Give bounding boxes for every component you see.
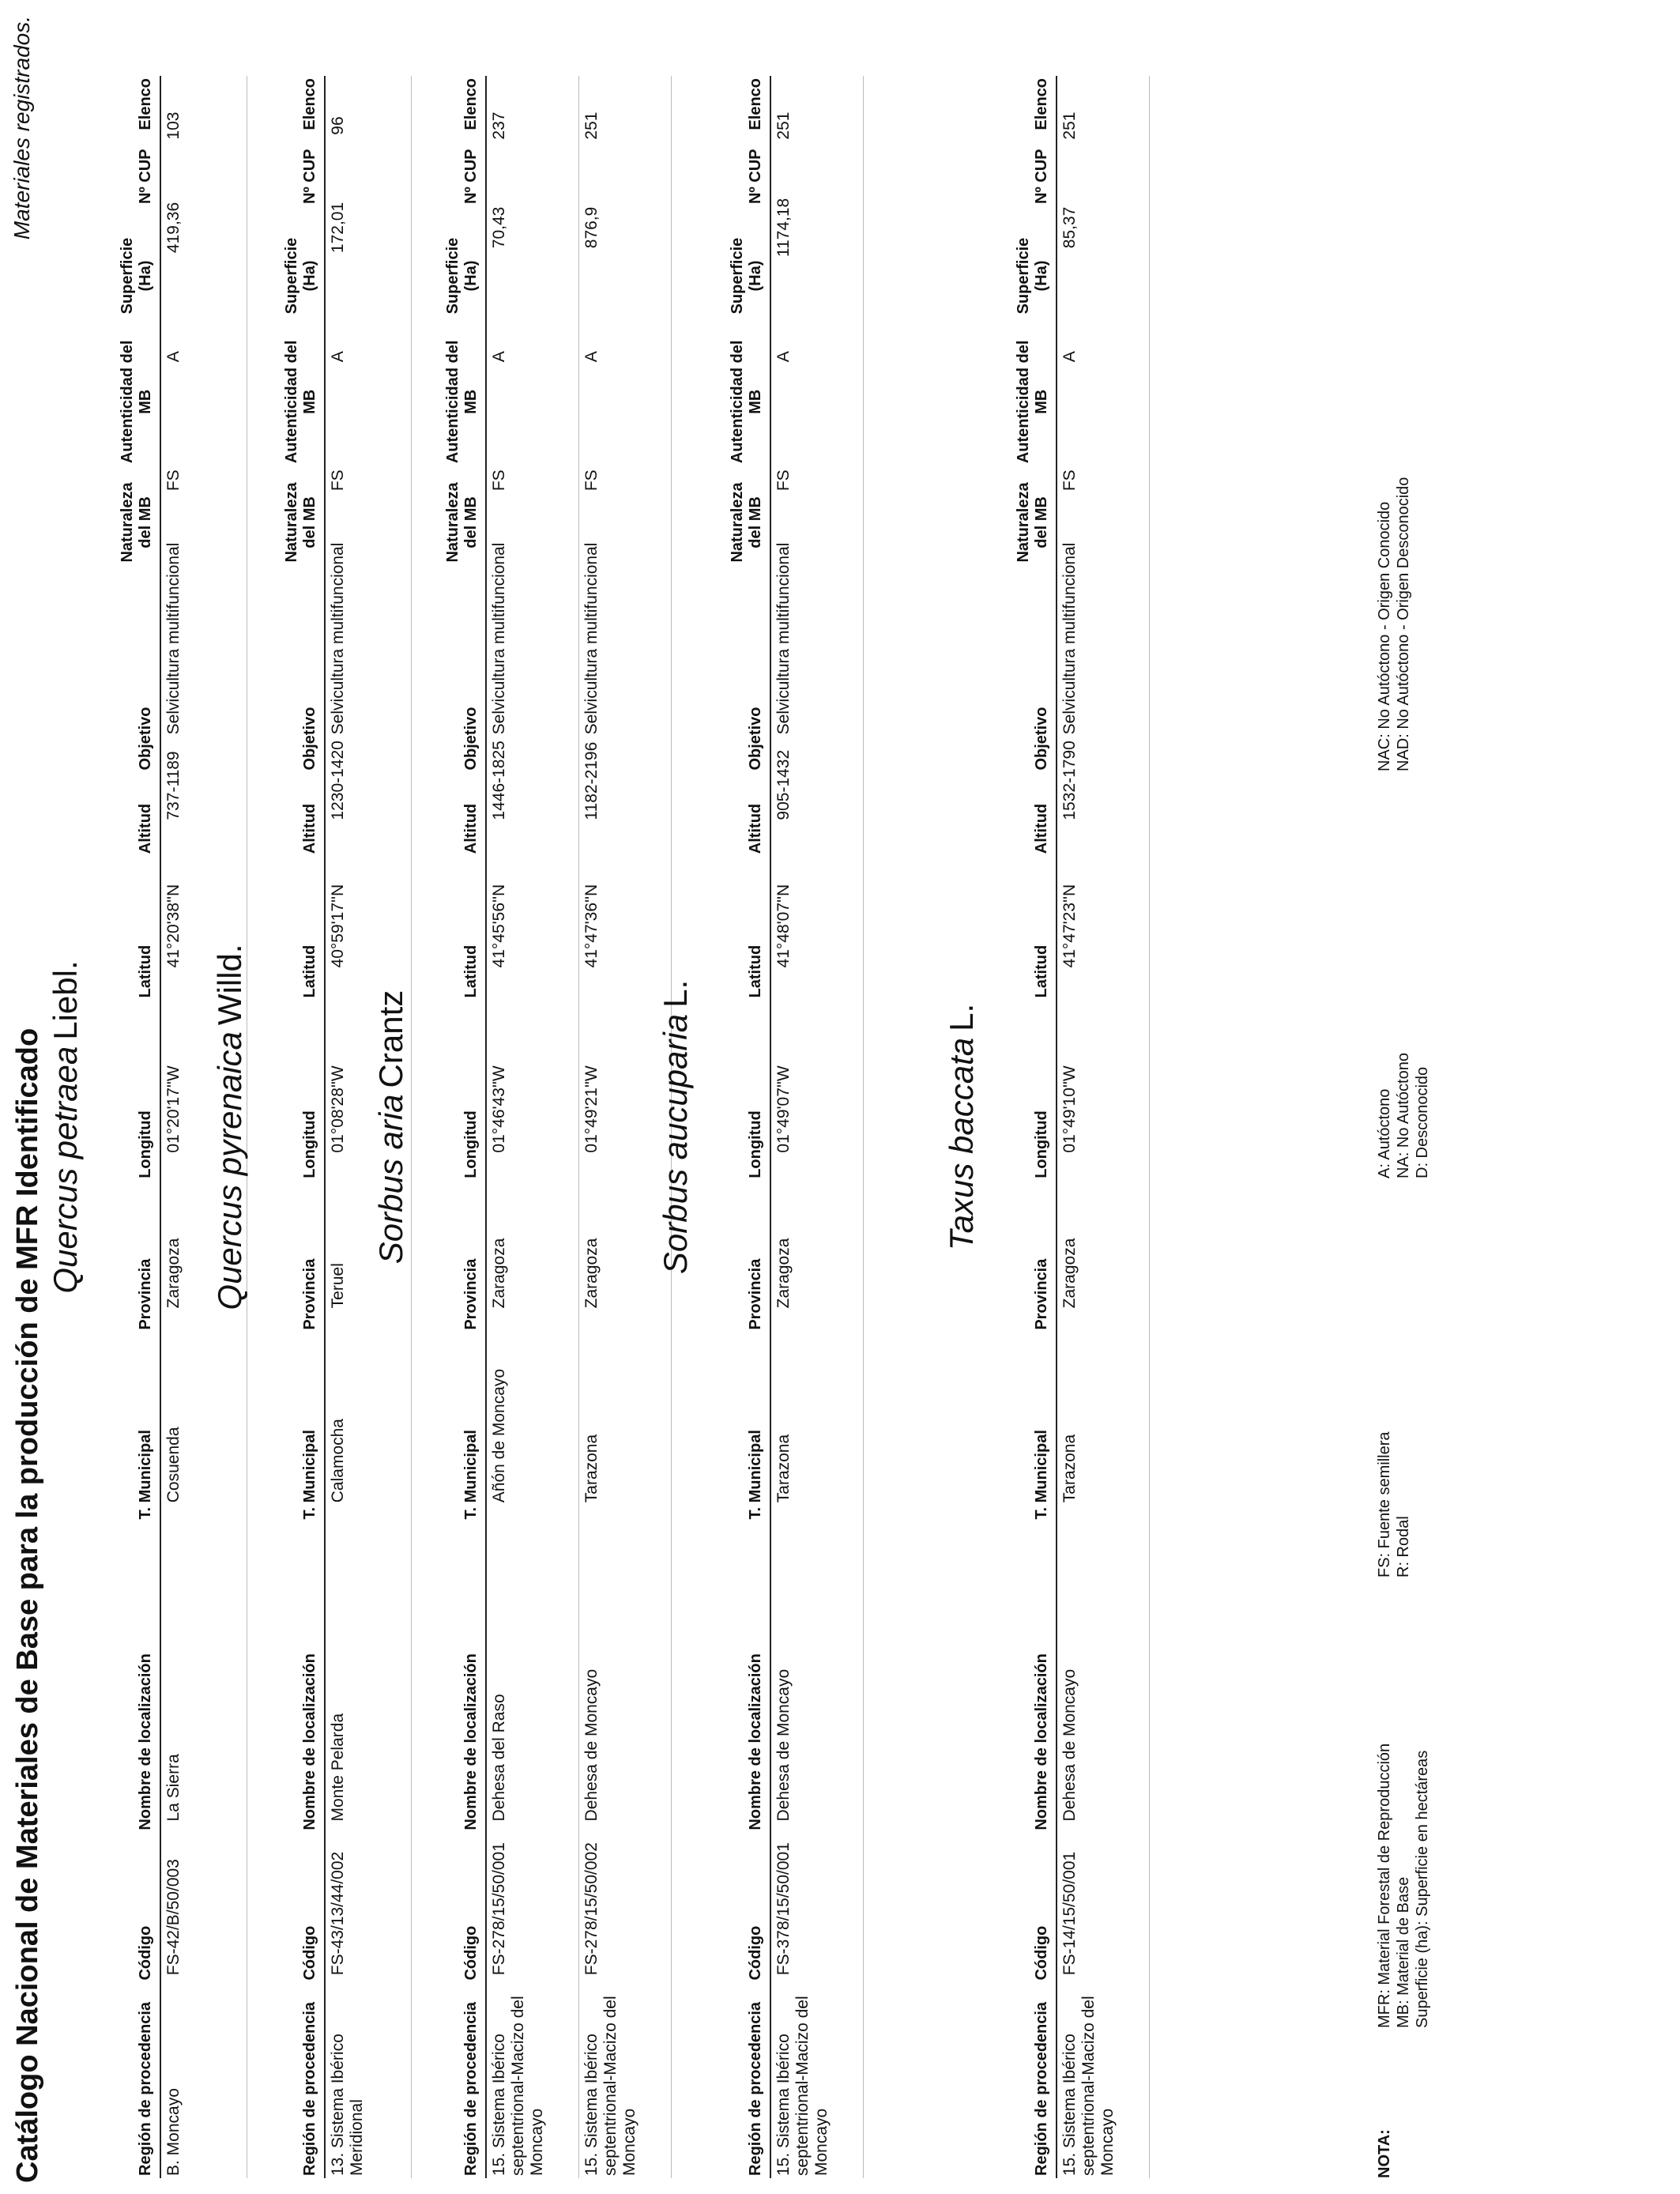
longitud-cell: 01°49'07''W bbox=[774, 1065, 793, 1153]
note-item: MB: Material de Base bbox=[1395, 1876, 1412, 2028]
header-cell: Longitud bbox=[1033, 1110, 1050, 1178]
header-cell: Latitud bbox=[1033, 944, 1050, 998]
header-cell: Latitud bbox=[301, 944, 318, 998]
species-author: Liebl. bbox=[47, 960, 84, 1040]
header-cell: Código bbox=[462, 1925, 480, 1981]
notes-col-4 bbox=[1375, 477, 1413, 771]
cup-cell: 237 bbox=[490, 111, 508, 140]
notes-col-2 bbox=[1375, 1431, 1413, 1578]
region-cell: 13. Sistema Ibérico Meridional bbox=[329, 2034, 366, 2176]
superficie-cell: 85,37 bbox=[1060, 206, 1079, 249]
header-cell: Latitud bbox=[462, 944, 480, 998]
header-cell: Naturaleza del MB bbox=[119, 482, 154, 563]
header-cell: Código bbox=[301, 1925, 318, 1981]
header-cell: Nº CUP bbox=[301, 149, 318, 205]
codigo-cell: FS-14/15/50/001 bbox=[1060, 1851, 1079, 1976]
header-cell: Objetivo bbox=[137, 707, 154, 771]
superficie-cell: 876,9 bbox=[582, 206, 601, 249]
codigo-cell: FS-278/15/50/002 bbox=[582, 1842, 601, 1976]
cup-cell: 251 bbox=[582, 111, 601, 140]
longitud-cell: 01°08'28''W bbox=[329, 1065, 347, 1153]
longitud-cell: 01°49'10''W bbox=[1060, 1065, 1079, 1153]
header-cell: Región de procedencia bbox=[1033, 2001, 1050, 2176]
notes-col-1 bbox=[1375, 1744, 1432, 2028]
header-cell: Altitud bbox=[137, 803, 154, 854]
objetivo-cell: Selvicultura multifuncional bbox=[774, 542, 793, 735]
header-cell: Superficie (Ha) bbox=[283, 237, 318, 315]
nombre-cell: Dehesa de Moncayo bbox=[1060, 1668, 1079, 1822]
species-title bbox=[648, 76, 703, 2178]
altitud-cell: 1532-1790 bbox=[1060, 741, 1079, 820]
species-title bbox=[363, 76, 419, 2178]
species-section bbox=[934, 76, 1150, 2178]
superficie-cell: 419,36 bbox=[164, 202, 183, 254]
altitud-cell: 1446-1825 bbox=[490, 741, 508, 820]
notes-col-3 bbox=[1375, 1053, 1432, 1178]
table-header bbox=[93, 76, 161, 2178]
species-name: Quercus petraea bbox=[47, 1046, 84, 1294]
header-cell: Objetivo bbox=[301, 707, 318, 771]
header-cell: Objetivo bbox=[462, 707, 480, 771]
municipio-cell: Cosuenda bbox=[164, 1427, 183, 1503]
altitud-cell: 1230-1420 bbox=[329, 741, 347, 820]
objetivo-cell: Selvicultura multifuncional bbox=[329, 542, 347, 735]
nombre-cell: La Sierra bbox=[164, 1754, 183, 1822]
codigo-cell: FS-42/B/50/003 bbox=[164, 1859, 183, 1976]
autenticidad-cell: A bbox=[490, 351, 508, 363]
header-cell: T. Municipal bbox=[747, 1430, 764, 1520]
header-cell: Provincia bbox=[462, 1258, 480, 1330]
header-cell: Longitud bbox=[747, 1110, 764, 1178]
codigo-cell: FS-378/15/50/001 bbox=[774, 1842, 793, 1976]
header-cell: Naturaleza del MB bbox=[283, 482, 318, 563]
header-cell: Superficie (Ha) bbox=[119, 237, 154, 315]
provincia-cell: Zaragoza bbox=[164, 1238, 183, 1309]
autenticidad-cell: A bbox=[582, 351, 601, 363]
autenticidad-cell: A bbox=[774, 351, 793, 363]
species-section bbox=[363, 76, 672, 2178]
header-cell: Objetivo bbox=[1033, 707, 1050, 771]
header-cell: Nº CUP bbox=[462, 149, 480, 205]
municipio-cell: Tarazona bbox=[582, 1434, 601, 1503]
table-row bbox=[487, 76, 579, 2178]
provincia-cell: Teruel bbox=[329, 1263, 347, 1309]
species-name: Sorbus aria bbox=[372, 1094, 409, 1265]
header-cell: Altitud bbox=[462, 803, 480, 854]
table-row bbox=[1057, 76, 1150, 2178]
header-cell: Nº CUP bbox=[137, 149, 154, 205]
header-cell: Superficie (Ha) bbox=[729, 237, 764, 315]
species-title bbox=[202, 76, 258, 2178]
naturaleza-cell: FS bbox=[774, 469, 793, 492]
header-cell: Región de procedencia bbox=[137, 2001, 154, 2176]
header-cell: Superficie (Ha) bbox=[1015, 237, 1050, 315]
longitud-cell: 01°46'43''W bbox=[490, 1065, 508, 1153]
notes-label: NOTA: bbox=[1376, 2129, 1393, 2178]
provincia-cell: Zaragoza bbox=[490, 1238, 508, 1309]
header-cell: Naturaleza del MB bbox=[444, 482, 480, 563]
cup-cell: 103 bbox=[164, 111, 183, 140]
codigo-cell: FS-43/13/44/002 bbox=[329, 1851, 347, 1976]
species-author: L. bbox=[657, 979, 694, 1008]
codigo-cell: FS-278/15/50/001 bbox=[490, 1842, 508, 1976]
region-cell: 15. Sistema Ibérico septentrional-Macizo del Moncayo bbox=[1060, 1996, 1117, 2176]
species-title bbox=[934, 76, 989, 2178]
header-cell: Provincia bbox=[137, 1258, 154, 1330]
note-item: FS: Fuente semillera bbox=[1376, 1431, 1393, 1578]
header-cell: Autenticidad del MB bbox=[729, 340, 764, 464]
longitud-cell: 01°49'21''W bbox=[582, 1065, 601, 1153]
header-cell: Longitud bbox=[137, 1110, 154, 1178]
municipio-cell: Calamocha bbox=[329, 1419, 347, 1503]
species-author: Willd. bbox=[211, 944, 248, 1026]
header-cell: Longitud bbox=[301, 1110, 318, 1178]
objetivo-cell: Selvicultura multifuncional bbox=[1060, 542, 1079, 735]
note-item: NAD: No Autóctono - Origen Desconocido bbox=[1395, 477, 1412, 771]
cup-cell: 96 bbox=[329, 116, 347, 135]
region-cell: 15. Sistema Ibérico septentrional-Macizo del Moncayo bbox=[582, 1996, 638, 2176]
cup-cell: 251 bbox=[774, 111, 793, 140]
note-item: NA: No Autóctono bbox=[1395, 1053, 1412, 1178]
nombre-cell: Dehesa de Moncayo bbox=[582, 1668, 601, 1822]
header-cell: T. Municipal bbox=[462, 1430, 480, 1520]
header-cell: Altitud bbox=[747, 803, 764, 854]
superficie-cell: 1174,18 bbox=[774, 198, 793, 258]
municipio-cell: Añón de Moncayo bbox=[490, 1368, 508, 1503]
header-cell: Autenticidad del MB bbox=[444, 340, 480, 464]
objetivo-cell: Selvicultura multifuncional bbox=[490, 542, 508, 735]
nombre-cell: Dehesa de Moncayo bbox=[774, 1668, 793, 1822]
table-header bbox=[419, 76, 487, 2178]
note-item: Superficie (ha): Superficie en hectáreas bbox=[1414, 1750, 1431, 2028]
naturaleza-cell: FS bbox=[490, 469, 508, 492]
header-cell: Provincia bbox=[747, 1258, 764, 1330]
species-author: L. bbox=[943, 1003, 980, 1031]
altitud-cell: 737-1189 bbox=[164, 751, 183, 820]
table-row bbox=[771, 76, 864, 2178]
autenticidad-cell: A bbox=[164, 351, 183, 363]
table-header bbox=[989, 76, 1057, 2178]
cup-cell: 251 bbox=[1060, 111, 1079, 140]
region-cell: 15. Sistema Ibérico septentrional-Macizo del Moncayo bbox=[490, 1996, 546, 2176]
header-cell: Nombre de localización bbox=[747, 1653, 764, 1830]
latitud-cell: 41°47'23''N bbox=[1060, 884, 1079, 968]
naturaleza-cell: FS bbox=[329, 469, 347, 492]
header-cell: Nombre de localización bbox=[1033, 1653, 1050, 1830]
table-header bbox=[703, 76, 771, 2178]
header-cell: T. Municipal bbox=[137, 1430, 154, 1520]
species-section bbox=[648, 76, 864, 2178]
naturaleza-cell: FS bbox=[164, 469, 183, 492]
header-cell: T. Municipal bbox=[301, 1430, 318, 1520]
altitud-cell: 905-1432 bbox=[774, 749, 793, 820]
objetivo-cell: Selvicultura multifuncional bbox=[164, 542, 183, 735]
header-cell: Autenticidad del MB bbox=[1015, 340, 1050, 464]
header-cell: Elenco bbox=[747, 78, 764, 130]
provincia-cell: Zaragoza bbox=[774, 1238, 793, 1309]
header-cell: Altitud bbox=[301, 803, 318, 854]
header-cell: Código bbox=[747, 1925, 764, 1981]
municipio-cell: Tarazona bbox=[1060, 1434, 1079, 1503]
superficie-cell: 172,01 bbox=[329, 202, 347, 254]
provincia-cell: Zaragoza bbox=[582, 1238, 601, 1309]
page-subtitle: Materiales registrados. bbox=[9, 16, 34, 240]
header-cell: Región de procedencia bbox=[747, 2001, 764, 2176]
species-name: Sorbus aucuparia bbox=[657, 1013, 694, 1275]
header-cell: Objetivo bbox=[747, 707, 764, 771]
species-title bbox=[38, 76, 93, 2178]
header-cell: Elenco bbox=[1033, 78, 1050, 130]
region-cell: 15. Sistema Ibérico septentrional-Macizo del Moncayo bbox=[774, 1996, 831, 2176]
header-cell: Latitud bbox=[747, 944, 764, 998]
header-cell: Provincia bbox=[1033, 1258, 1050, 1330]
superficie-cell: 70,43 bbox=[490, 206, 508, 249]
autenticidad-cell: A bbox=[1060, 351, 1079, 363]
note-item: MFR: Material Forestal de Reproducción bbox=[1376, 1743, 1393, 2028]
header-cell: T. Municipal bbox=[1033, 1430, 1050, 1520]
latitud-cell: 41°47'36''N bbox=[582, 884, 601, 968]
header-cell: Elenco bbox=[462, 78, 480, 130]
note-item: A: Autóctono bbox=[1376, 1088, 1393, 1178]
altitud-cell: 1182-2196 bbox=[582, 741, 601, 820]
objetivo-cell: Selvicultura multifuncional bbox=[582, 542, 601, 735]
note-item: D: Desconocido bbox=[1414, 1066, 1431, 1178]
region-cell: B. Moncayo bbox=[164, 2088, 183, 2176]
header-cell: Nº CUP bbox=[747, 149, 764, 205]
header-cell: Latitud bbox=[137, 944, 154, 998]
naturaleza-cell: FS bbox=[1060, 469, 1079, 492]
autenticidad-cell: A bbox=[329, 351, 347, 363]
header-cell: Elenco bbox=[301, 78, 318, 130]
table-header bbox=[258, 76, 326, 2178]
species-author: Crantz bbox=[372, 990, 409, 1088]
latitud-cell: 41°45'56''N bbox=[490, 884, 508, 968]
header-cell: Naturaleza del MB bbox=[729, 482, 764, 563]
header-cell: Elenco bbox=[137, 78, 154, 130]
header-cell: Provincia bbox=[301, 1258, 318, 1330]
header-cell: Longitud bbox=[462, 1110, 480, 1178]
header-cell: Código bbox=[137, 1925, 154, 1981]
header-cell: Código bbox=[1033, 1925, 1050, 1981]
header-cell: Superficie (Ha) bbox=[444, 237, 480, 315]
nombre-cell: Monte Pelarda bbox=[329, 1713, 347, 1822]
latitud-cell: 41°20'38''N bbox=[164, 884, 183, 968]
species-name: Quercus pyrenaica bbox=[211, 1031, 248, 1310]
header-cell: Autenticidad del MB bbox=[119, 340, 154, 464]
header-cell: Nombre de localización bbox=[301, 1653, 318, 1830]
species-name: Taxus baccata bbox=[943, 1037, 980, 1251]
header-cell: Región de procedencia bbox=[462, 2001, 480, 2176]
longitud-cell: 01°20'17''W bbox=[164, 1065, 183, 1153]
nombre-cell: Dehesa del Raso bbox=[490, 1694, 508, 1822]
header-cell: Nombre de localización bbox=[137, 1653, 154, 1830]
header-cell: Región de procedencia bbox=[301, 2001, 318, 2176]
header-cell: Autenticidad del MB bbox=[283, 340, 318, 464]
header-cell: Altitud bbox=[1033, 803, 1050, 854]
note-item: R: Rodal bbox=[1395, 1516, 1412, 1578]
page-title: Catálogo Nacional de Materiales de Base para la producción de MFR Identificado bbox=[11, 1027, 44, 2183]
header-cell: Nombre de localización bbox=[462, 1653, 480, 1830]
note-item: NAC: No Autóctono - Origen Conocido bbox=[1376, 501, 1393, 771]
latitud-cell: 40°59'17''N bbox=[329, 884, 347, 968]
municipio-cell: Tarazona bbox=[774, 1434, 793, 1503]
latitud-cell: 41°48'07''N bbox=[774, 884, 793, 968]
header-cell: Nº CUP bbox=[1033, 149, 1050, 205]
naturaleza-cell: FS bbox=[582, 469, 601, 492]
provincia-cell: Zaragoza bbox=[1060, 1238, 1079, 1309]
header-cell: Naturaleza del MB bbox=[1015, 482, 1050, 563]
